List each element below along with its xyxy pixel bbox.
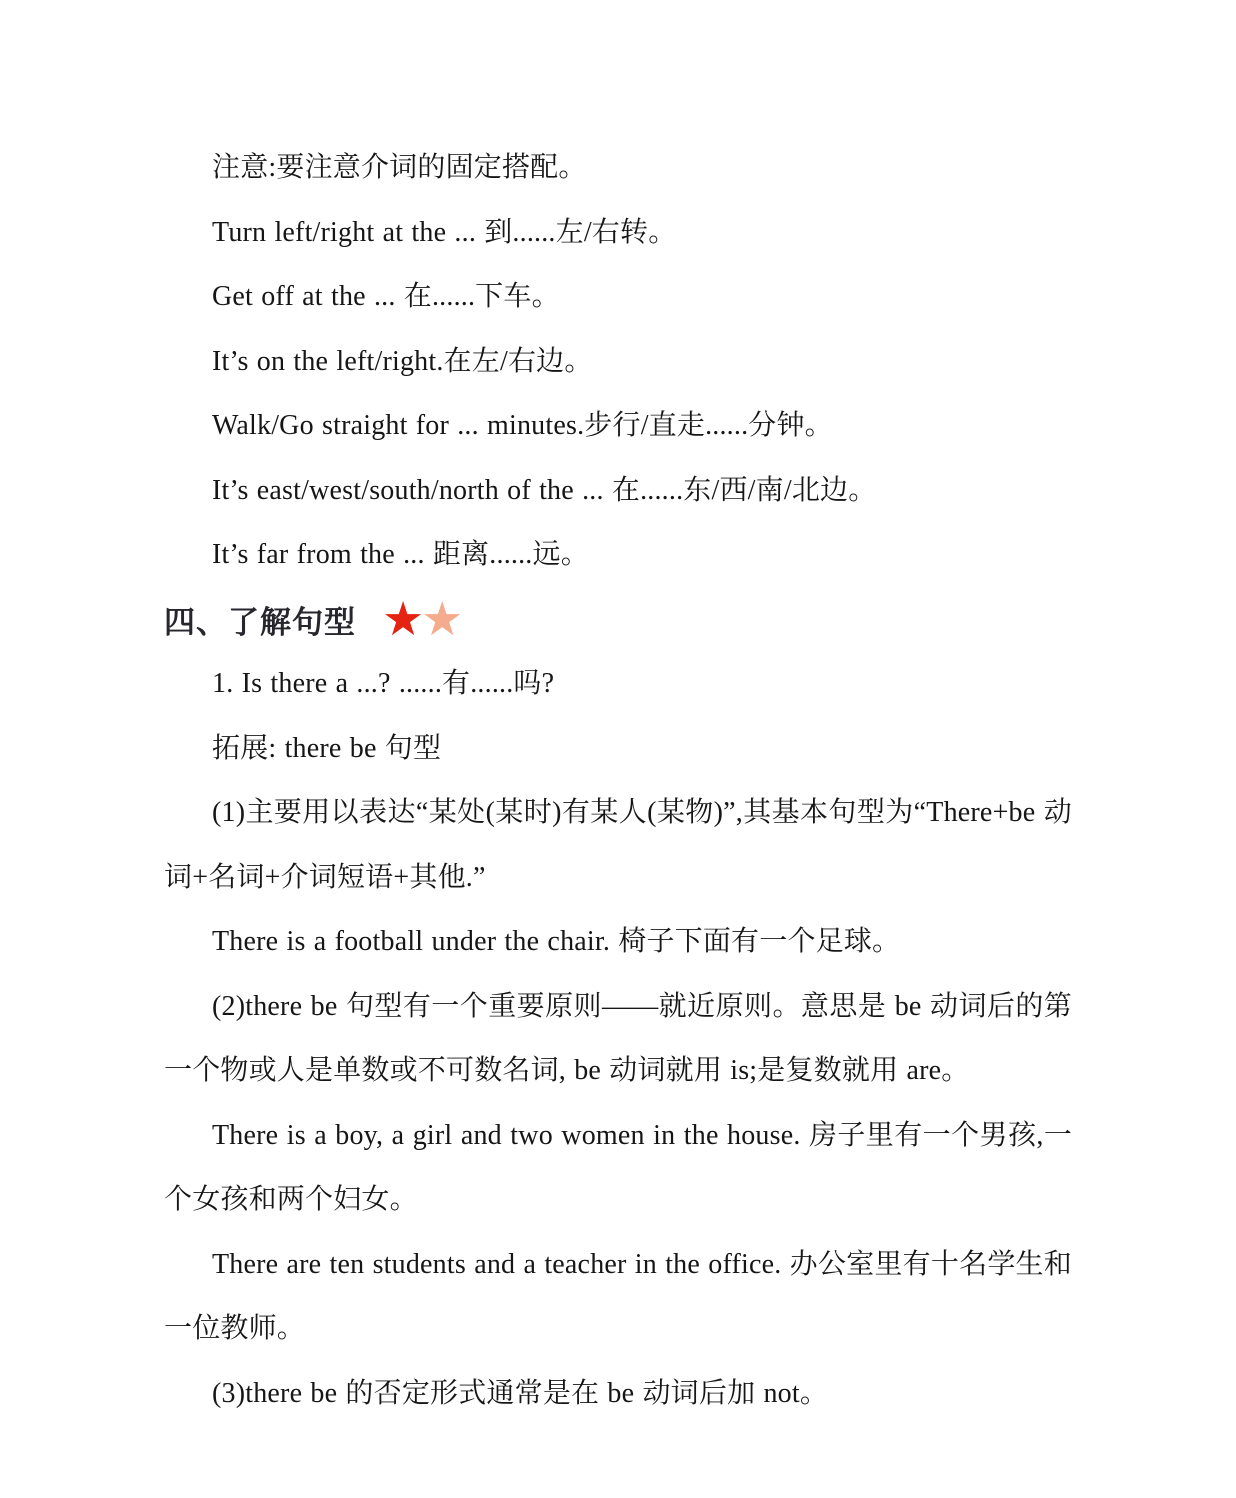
paragraph-turn-left-right: Turn left/right at the ... 到......左/右转。 bbox=[212, 216, 677, 248]
paragraph-east-west: It’s east/west/south/north of the ... 在......东/西/南/北边。 bbox=[212, 474, 877, 506]
paragraph-note: 注意:要注意介词的固定搭配。 bbox=[212, 152, 587, 183]
section-heading bbox=[164, 588, 1072, 653]
star-filled-icon: ★ bbox=[382, 592, 425, 648]
paragraph-on-left-right: It’s on the left/right.在左/右边。 bbox=[212, 345, 593, 377]
paragraph-is-there: 1. Is there a ...? ......有......吗? bbox=[212, 668, 555, 699]
paragraph-get-off: Get off at the ... 在......下车。 bbox=[212, 281, 560, 312]
paragraph-rule-1: (1)主要用以表达“某处(某时)有某人(某物)”,其基本句型为“There+be 动词+名词+介词短语+其他.” bbox=[164, 797, 1072, 893]
paragraph-rule-3: (3)there be 的否定形式通常是在 be 动词后加 not。 bbox=[212, 1377, 829, 1409]
paragraph-extension: 拓展: there be 句型 bbox=[212, 732, 442, 764]
paragraph-example-football: There is a football under the chair. 椅子下面有一个足球。 bbox=[212, 926, 901, 957]
paragraph-walk-straight: Walk/Go straight for ... minutes.步行/直走......分钟。 bbox=[212, 410, 833, 441]
paragraph-far-from: It’s far from the ... 距离......远。 bbox=[212, 539, 589, 570]
rating-stars bbox=[382, 592, 464, 648]
paragraph-example-students: There are ten students and a teacher in the office. 办公室里有十名学生和一位教师。 bbox=[164, 1248, 1072, 1344]
paragraph-rule-2: (2)there be 句型有一个重要原则——就近原则。意思是 be 动词后的第一个物或人是单数或不可数名词, be 动词就用 is;是复数就用 are。 bbox=[164, 990, 1072, 1086]
section-heading-label: 四、了解句型 bbox=[164, 605, 356, 642]
paragraph-example-boy-girl: There is a boy, a girl and two women in the house. 房子里有一个男孩,一个女孩和两个妇女。 bbox=[164, 1119, 1072, 1215]
star-light-icon: ★ bbox=[421, 592, 464, 648]
